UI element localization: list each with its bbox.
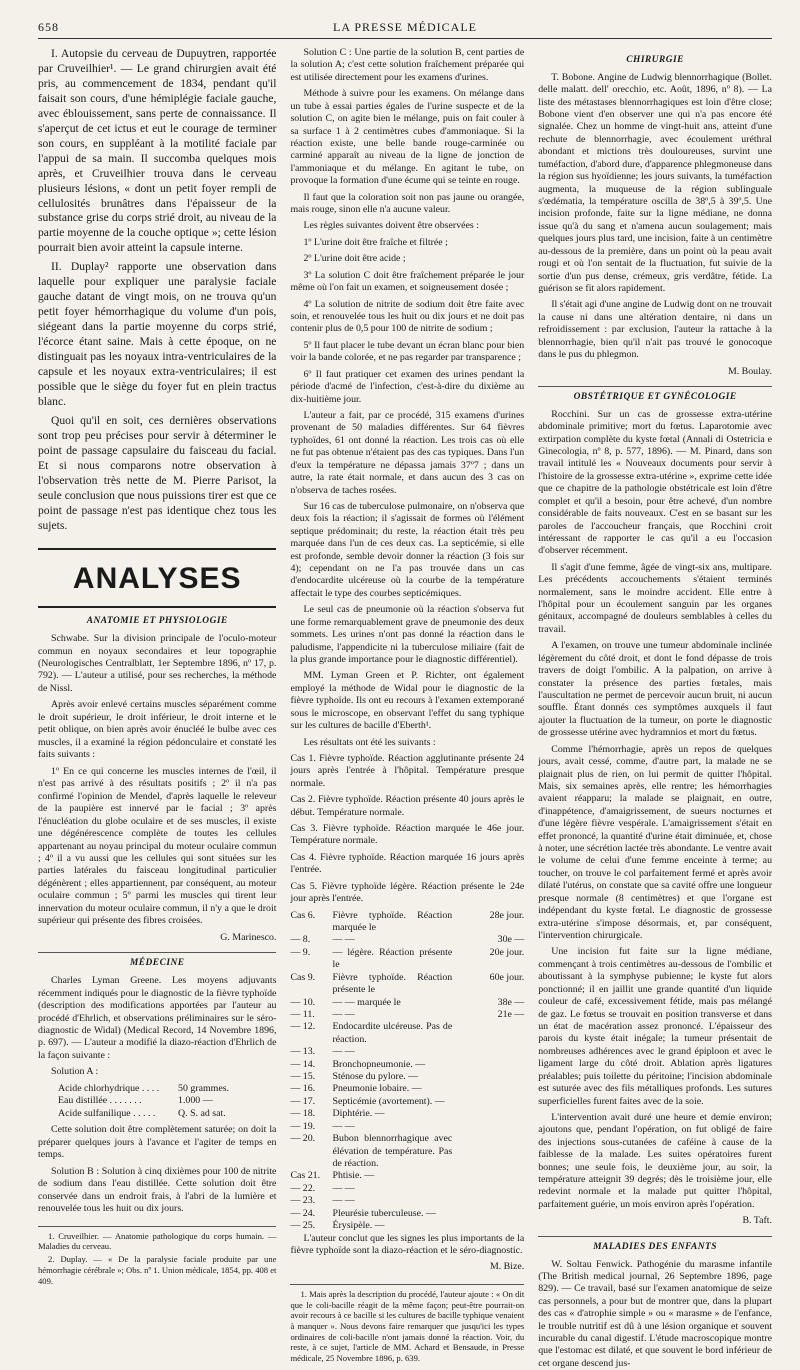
table-row: — 16. Pneumonie lobaire. —: [290, 1083, 422, 1095]
case-entry: Cas 1. Fièvre typhoïde. Réaction agglutinante présente 24 jours après l'entrée à l'hôpital. Température presque normale.: [290, 752, 525, 789]
section-heading: OBSTÉTRIQUE ET GYNÉCOLOGIE: [538, 386, 772, 404]
paragraph: Cette solution doit être complètement saturée; on doit la préparer quelques jours à l'avance et l'agiter de temps en temps.: [38, 1124, 277, 1161]
section-heading: ANATOMIE ET PHYSIOLOGIE: [86, 616, 228, 627]
paragraph: Les résultats ont été les suivants :: [303, 736, 436, 748]
paragraph: Les règles suivantes doivent être observées :: [303, 220, 479, 232]
page-header: [38, 10, 772, 39]
rule-item: 2º L'urine doit être acide ;: [303, 253, 406, 265]
table-row: — 20. Bubon blennorrhagique avec élévation de température. Pas de réaction.: [290, 1133, 453, 1170]
paragraph: L'auteur conclut que les signes les plus importants de la fièvre typhoïde sont la diazo-réaction et le séro-diagnostic.: [290, 1232, 525, 1256]
analyses-heading: ANALYSES: [38, 548, 276, 609]
rule-item: 4º La solution de nitrite de sodium doit être faite avec soin, et renouvelée tous les huit ou dix jours et ne doit pas contenir plus de 0,5 pour 100 de nitrite de sodium ;: [290, 298, 525, 335]
table-row: Cas 21. Phtisie. —: [290, 1170, 375, 1182]
table-row: — 17. Septicémie (avortement). —: [290, 1095, 445, 1107]
table-row: — 14. Bronchopneumonie. —: [290, 1058, 426, 1070]
table-row: — 10. — — marquée le 38e —: [290, 996, 525, 1008]
paragraph: A l'examen, on trouve une tumeur abdominale inclinée légèrement du côté droit, et dont le fond dépasse de trois travers de doigt l'ombilic. A la palpation, on arrive à constater la présence des parties fœtales, mais l'auscultation ne permet de percevoir aucun bruit, ni aucun souffle. Étant donnés ces symptômes auxquels il faut ajouter la fluctuation de la tumeur, on porte le diagnostic de grossesse utérine avec hydramnios et mort du fœtus.: [538, 640, 773, 739]
solution-a-title: Solution A :: [51, 1066, 99, 1078]
table-row: — 23. — —: [290, 1195, 355, 1207]
table-row: — 11. — — 21e —: [290, 1008, 525, 1020]
paragraph: Une incision fut faite sur la ligne médiane, commençant à trois centimètres au-dessous de l'ombilic et aboutissant à la symphyse pubienne; le kyste fut alors ponctionné; il en jaillit une grande quantité d'un liquide couleur de café, excessivement fétide, mais pas mélangé de gaz. Le fœtus se trouvait en position transverse et dans un état de macération assez prononcé. L'épaisseur des parois du kyste était inégale; la tumeur présentait de nombreuses adhérences avec le grand épiploon et avec le ligament large du côté droit. Ablation après ligatures préalables; puis toilette du péritoine; l'incision abdominale est suturée avec des fils métalliques profonds. Les sutures superficielles furent faites avec de la soie.: [538, 946, 773, 1107]
abstract-entry: T. Bobone. Angine de Ludwig blennorrhagique (Bollet. delle malatt. dell' orecchio, etc. Août, 1896, nº 8). — La liste des métastases blennorrhagiques est loin d'être close; Bobone vient d'en observer une qui n'a pas encore été signalée. Chez un homme de vingt-huit ans, atteint d'une rechute de blennorrhagie, avec écoulement uréthral abondant et mictions très douloureuses, survint une tuméfaction, d'abord dure, d'apparence phlegmoneuse dans la région sus hyoïdienne; les jours suivants, la tuméfaction augmenta, la muqueuse de la région sublinguale s'œdématia, la température oscilla de 38º,5 à 39º,5. Une incision profonde, faite sur la ligne médiane, ne donna issue qu'à du sang et n'amena aucun soulagement; mais quelques jours plus tard, une incision, faite à un centimètre au-dessous de la première, dans un point où la peau avait rougi et où l'on sentait de la fluctuation, fut suivie de la sortie d'un pus dense, crémeux, gris verdâtre, fétide. La guérison se fit alors rapidement.: [538, 71, 773, 294]
paragraph: II. Duplay² rapporte une observation dans laquelle pour expliquer une paralysie faciale gauche datant de vingt mois, on ne trouva qu'un petit foyer hémorrhagique du volume d'un pois, siégeant dans la partie moyenne du corps strié, l'écorce étant saine. Mais à cette époque, on ne distinguait pas les noyaux intra-ventriculaires de la capsule et les noyaux extra-ventriculaires; il est possible que le siège du foyer fut en plein tractus blanc.: [38, 260, 277, 408]
recipe-row: Acide sulfanilique . . . . . Q. S. ad sat.: [58, 1107, 226, 1119]
recipe-row: Eau distillée . . . . . . . 1.000 —: [58, 1095, 213, 1107]
recipe-row: Acide chlorhydrique . . . . 50 grammes.: [58, 1082, 230, 1094]
rule-item: 1º L'urine doit être fraîche et filtrée ;: [303, 236, 448, 248]
rule-item: 5º Il faut placer le tube devant un écran blanc pour bien voir la bande colorée, et ne pas regarder par transparence ;: [290, 339, 525, 364]
paragraph: Sur 16 cas de tuberculose pulmonaire, on n'observa que deux fois la réaction; il s'agissait de formes où l'élément septique prédominait; du reste, la réaction était très peu marquée dans l'un de ces deux cas. La septicémie, si elle est profonde, semble devoir donner la réaction (3 fois sur 4); cependant on ne l'a pas trouvée dans un cas d'endocardite ulcéreuse où la courbe de la température affectait le type des courbes septicémiques.: [290, 500, 525, 599]
table-row: — 25. Érysipèle. —: [290, 1220, 385, 1232]
paragraph: Il s'était agi d'une angine de Ludwig dont on ne trouvait la cause ni dans une altération dentaire, ni dans un refroidissement : par exclusion, l'auteur la rattache à la blennorrhagie, bien qu'il n'ait pas trouvé le gonocoque dans le pus du phlegmon.: [538, 299, 773, 361]
paragraph: Il faut que la coloration soit non pas jaune ou orangée, mais rouge, sinon elle n'a aucune valeur.: [290, 191, 525, 216]
rule-item: 3º La solution C doit être fraîchement préparée le jour même où l'on fait un examen, et soigneusement dosée ;: [290, 269, 525, 294]
section-heading: MÉDECINE: [38, 952, 276, 970]
paragraph: L'intervention avait duré une heure et demie environ; ajoutons que, pendant l'opération, on fut obligé de faire des injections sous-cutanées de caféine à cause de la faiblesse de la malade. Les suites opératoires furent bonnes; une seule fois, le deuxième jour, au soir, la température atteignit 39 degrés; dès le troisième jour, elle redevint normale et la malade put quitter l'hôpital, parfaitement guérie, un mois environ après l'opération.: [538, 1111, 773, 1210]
abstract-entry: Schwabe. Sur la division principale de l'oculo-moteur commun en noyaux secondaires et leur topographie (Neurologisches Centralblatt, 1er Septembre 1896, nº 17, p. 792). — L'auteur a utilisé, pour ses recherches, la méthode de Nissl.: [38, 633, 277, 694]
table-row: — 15. Sténose du pylore. —: [290, 1071, 419, 1083]
case-entry: Cas 3. Fièvre typhoïde. Réaction marquée le 46e jour. Température normale.: [290, 823, 525, 847]
table-row: — 9. — légère. Réaction présente le 20e jour.: [290, 946, 525, 971]
footnote: 1. Mais après la description du procédé, l'auteur ajoute : « On dit que le coli-bacille réagit de la même façon; peut-être pourrait-on avoir recours à ce bacille si les cultures de bacille typhique venaient à manquer ». Nous devons faire remarquer que jusqu'ici les types ordinaires de coli-bacille n'ont jamais donné la réaction. Voir, du reste, à ce sujet, l'article de MM. Achard et Bensaude, in Presse médicale, 25 Novembre 1896, p. 639.: [290, 1288, 525, 1364]
abstract-entry: Rocchini. Sur un cas de grossesse extra-utérine abdominale primitive; mort du fœtus. Laparotomie avec extirpation complète du kyste fœtal (Annali di Ostetricia e Ginecologia, nº 8, p. 577, 1896). — M. Pinard, dans son travail intitulé les « Nouveaux documents pour servir à l'histoire de la grossesse extra-utérine », exprime cette idée que ce chapitre de la pathologie obstétricale est loin d'être complet et qu'il a besoin, pour être achevé, d'un nombre considérable de faits nouveaux. C'est en se basant sur les paroles de l'accoucheur français, que Rocchini croit intéressant de rapporter le cas qu'il a eu l'occasion d'observer récemment.: [538, 408, 773, 557]
abstract-entry: Charles Lyman Greene. Les moyens adjuvants récemment indiqués pour le diagnostic de la fièvre typhoïde (description des modifications apportées par l'auteur au procédé d'Ehrlich, et observations préliminaires sur le séro-diagnostic de Widal) (Medical Record, 14 Novembre 1896, p. 697). — L'auteur a modifié la diazo-réaction d'Ehrlich de la façon suivante :: [38, 975, 277, 1061]
case-entry: Cas 5. Fièvre typhoïde légère. Réaction présente le 24e jour après l'entrée.: [290, 880, 525, 905]
paragraph: Solution C : Une partie de la solution B, cent parties de la solution A; c'est cette solution fraîchement préparée qui est utilisée directement pour les examens d'urines.: [290, 47, 525, 83]
case-entry: Cas 4. Fièvre typhoïde. Réaction marquée 16 jours après l'entrée.: [290, 851, 525, 876]
table-row: — 13. — —: [290, 1046, 355, 1058]
solution-a-recipe: [58, 1083, 276, 1120]
paragraph: Après avoir enlevé certains muscles séparément comme le droit supérieur, le droit inférieur, le droit interne et le petit oblique, on bien après avoir énucléé le bulbe avec ces muscles, il a examiné la région pédonculaire et constaté les faits suivants :: [38, 699, 277, 761]
table-row: Cas 9. Fièvre typhoïde. Réaction présente le 60e jour.: [290, 971, 525, 996]
footnotes: [290, 1284, 524, 1364]
signature: G. Marinesco.: [220, 931, 277, 943]
table-row: — 18. Diphtérie. —: [290, 1108, 385, 1120]
table-row: — 22. — —: [290, 1182, 355, 1194]
paragraph: Solution B : Solution à cinq dixièmes pour 100 de nitrite de sodium dans l'eau distillée. Cette solution doit être conservée dans un endroit frais, à l'abri de la lumière et renouvelée tous les huit ou dix jours.: [38, 1165, 277, 1215]
footnote: 2. Duplay. — « De la paralysie faciale produite par une hémorrhagie cérébrale »; Obs. nº 1. Union médicale, 1854, pp. 408 et 409.: [38, 1254, 277, 1286]
paragraph: I. Autopsie du cerveau de Dupuytren, rapportée par Cruveilhier¹. — Le grand chirurgien avait été pris, au commencement de 1834, pendant qu'il faisait son cours, d'une hémiplégie faciale gauche, avec éblouissement, sans perte de connaissance. Il s'aperçut de cet ictus et eut le courage de terminer son cours, en suppléant à la motilité faciale par l'appui de sa main. Il succomba quelques mois après, et Cruveilhier trouva dans le cerveau plusieurs lésions, « dont un petit foyer rempli de cellulosités brunâtres dans l'épaisseur de la substance grise du corps strié droit, au niveau de la partie moyenne de la couche optique »; cette lésion pourrait bien avoir atteint la capsule interne.: [38, 47, 277, 255]
case-entry: Cas 2. Fièvre typhoïde. Réaction présente 40 jours après le début. Température normale.: [290, 794, 525, 818]
table-row: — 8. — — 30e —: [290, 934, 525, 946]
table-row: Cas 6. Fièvre typhoïde. Réaction marquée le 28e jour.: [290, 909, 525, 933]
paragraph: Quoi qu'il en soit, ces dernières observations sont trop peu précises pour servir à déterminer le point de passage capsulaire du faisceau du facial. Et si nous comparons notre observation à l'observation très nette de M. Pierre Parisot, la seule conclusion que nous puissions tirer est que ce point de passage n'est pas identique chez tous les sujets.: [38, 413, 277, 532]
signature: B. Taft.: [742, 1215, 773, 1227]
paragraph: Le seul cas de pneumonie où la réaction s'observa fut une forme remarquablement grave de pneumonie des deux sommets. Les urines n'ont pas donné la réaction dans le paludisme, l'appendicite ni la tuberculose miliaire (fait de la plus grande importance pour le diagnostic différentiel).: [290, 604, 525, 665]
signature: M. Bize.: [489, 1261, 525, 1273]
paragraph: Il s'agit d'une femme, âgée de vingt-six ans, multipare. Les précédents accouchements s'étaient terminés normalement, sans le moindre accident. Elle entre à l'hôpital pour un écoulement sanguin par les organes génitaux, accompagné de douleurs semblables à celles du travail.: [538, 561, 773, 635]
columns: [38, 47, 773, 1369]
signature: M. Boulay.: [727, 365, 773, 377]
column-2: [290, 47, 525, 1364]
section-heading: CHIRURGIE: [626, 55, 684, 65]
column-3: [538, 47, 773, 1369]
page-number: 658: [38, 20, 59, 34]
section-heading: MALADIES DES ENFANTS: [538, 1236, 772, 1254]
paragraph: 1º En ce qui concerne les muscles internes de l'œil, il n'est pas arrivé à des résultats positifs ; 2º il n'a pas confirmé l'opinion de Mendel, d'après laquelle le releveur de la paupière est innervé par le facial ; 3º après l'énucléation du globe oculaire et de ses muscles, il existe une dégénérescence complète de toutes les cellules appartenant au noyau principal du moteur oculaire commun ; 4º il a vu aussi que les cellules qui sont situées sur les parties latérales du faisceau longitudinal particulier dégénèrent ; elles appartiennent, par conséquent, au moteur oculaire commun ; 5º parmi les muscles qui tirent leur innervation du moteur oculaire commun, il n'y a que le droit supérieur qui présente des fibres croisées.: [38, 765, 277, 927]
column-1: [38, 47, 277, 1286]
footnotes: [38, 1226, 276, 1287]
journal-title: LA PRESSE MÉDICALE: [332, 20, 477, 34]
table-row: — 12. Endocardite ulcéreuse. Pas de réaction.: [290, 1021, 453, 1045]
paragraph: Méthode à suivre pour les examens. On mélange dans un tube à essai parties égales de l'urine suspecte et de la solution C, on agite bien le mélange, puis on fait couler à sa surface 1 à 2 centimètres cubes d'ammoniaque. Si la réaction existe, une belle bande rouge-carminée ou carminé apparaît au niveau de la ligne de jonction de l'ammoniaque et du mélange. En agitant le tube, on provoque la formation d'une écume qui se teinte en rouge.: [290, 88, 525, 187]
table-row: — 19. — —: [290, 1120, 355, 1132]
footnote: 1. Cruveilhier. — Anatomie pathologique du corps humain. — Maladies du cerveau.: [38, 1230, 277, 1252]
paragraph: MM. Lyman Green et P. Richter, ont également employé la méthode de Widal pour le diagnostic de la fièvre typhoïde. Ils ont eu recours à l'examen extemporané sous le microscope, en observant l'effet du sang typhique sur les cultures de bacille d'Eberth¹.: [290, 670, 525, 732]
abstract-entry: W. Soltau Fenwick. Pathogénie du marasme infantile (The British medical journal, 26 Septembre 1896, page 829). — Ce travail, basé sur l'examen anatomique de seize cas personnels, a pour but de montrer que, dans la plupart des cas « d'atrophie simple » ou « marasme » de l'enfance, le trouble nutritif est dû à une lésion organique et souvent incurable du canal digestif. L'étude macroscopique montre que l'estomac est dilaté, et que souvent le bord inférieur de cet organe descend jus-: [538, 1258, 773, 1369]
paragraph: L'auteur a fait, par ce procédé, 315 examens d'urines provenant de 50 maladies différentes. Sur 64 fièvres typhoïdes, 61 ont donné la réaction. Les trois cas où elle ne fut pas obtenue n'étaient pas des cas typiques. Dans l'un d'eux la température ne dépassa jamais 37º7 ; dans un autre, la rate était normale, et dans aucun des 3 cas on n'observa de taches rosées.: [290, 409, 525, 496]
rule-item: 6º Il faut pratiquer cet examen des urines pendant la période d'acmé de l'infection, c'est-à-dire du dixième au dix-huitième jour.: [290, 368, 525, 405]
paragraph: Comme l'hémorrhagie, après un repos de quelques jours, avait cessé, comme, d'autre part, la malade ne se plaignait plus de rien, on lui permit de quitter l'hôpital. Mais, six semaines après, elle rentre; les hémorrhagies avaient réapparu; la malade se plaignait, en outre, d'inappétence, d'amaigrissement, de sueurs nocturnes et d'une légère fièvre vespérale. L'amaigrissement s'était en effet prononcé, la quantité d'urine était diminuée, et, chose à noter, une sécrétion lactée très abondante. Le ventre avait le volume de celui d'une femme enceinte à terme; au toucher, on trouve le col parfaitement fermé et après avoir dilaté l'utérus, on constate que sa cavité offre une longueur presque normale (8 centimètres) et que l'organe est indépendant du kyste fœtal. Le diagnostic de grossesse extra-utérine s'impose désormais, et, par conséquent, l'intervention chirurgicale.: [538, 743, 773, 942]
cases-table: [290, 910, 524, 1233]
table-row: — 24. Pleurésie tuberculeuse. —: [290, 1207, 436, 1219]
